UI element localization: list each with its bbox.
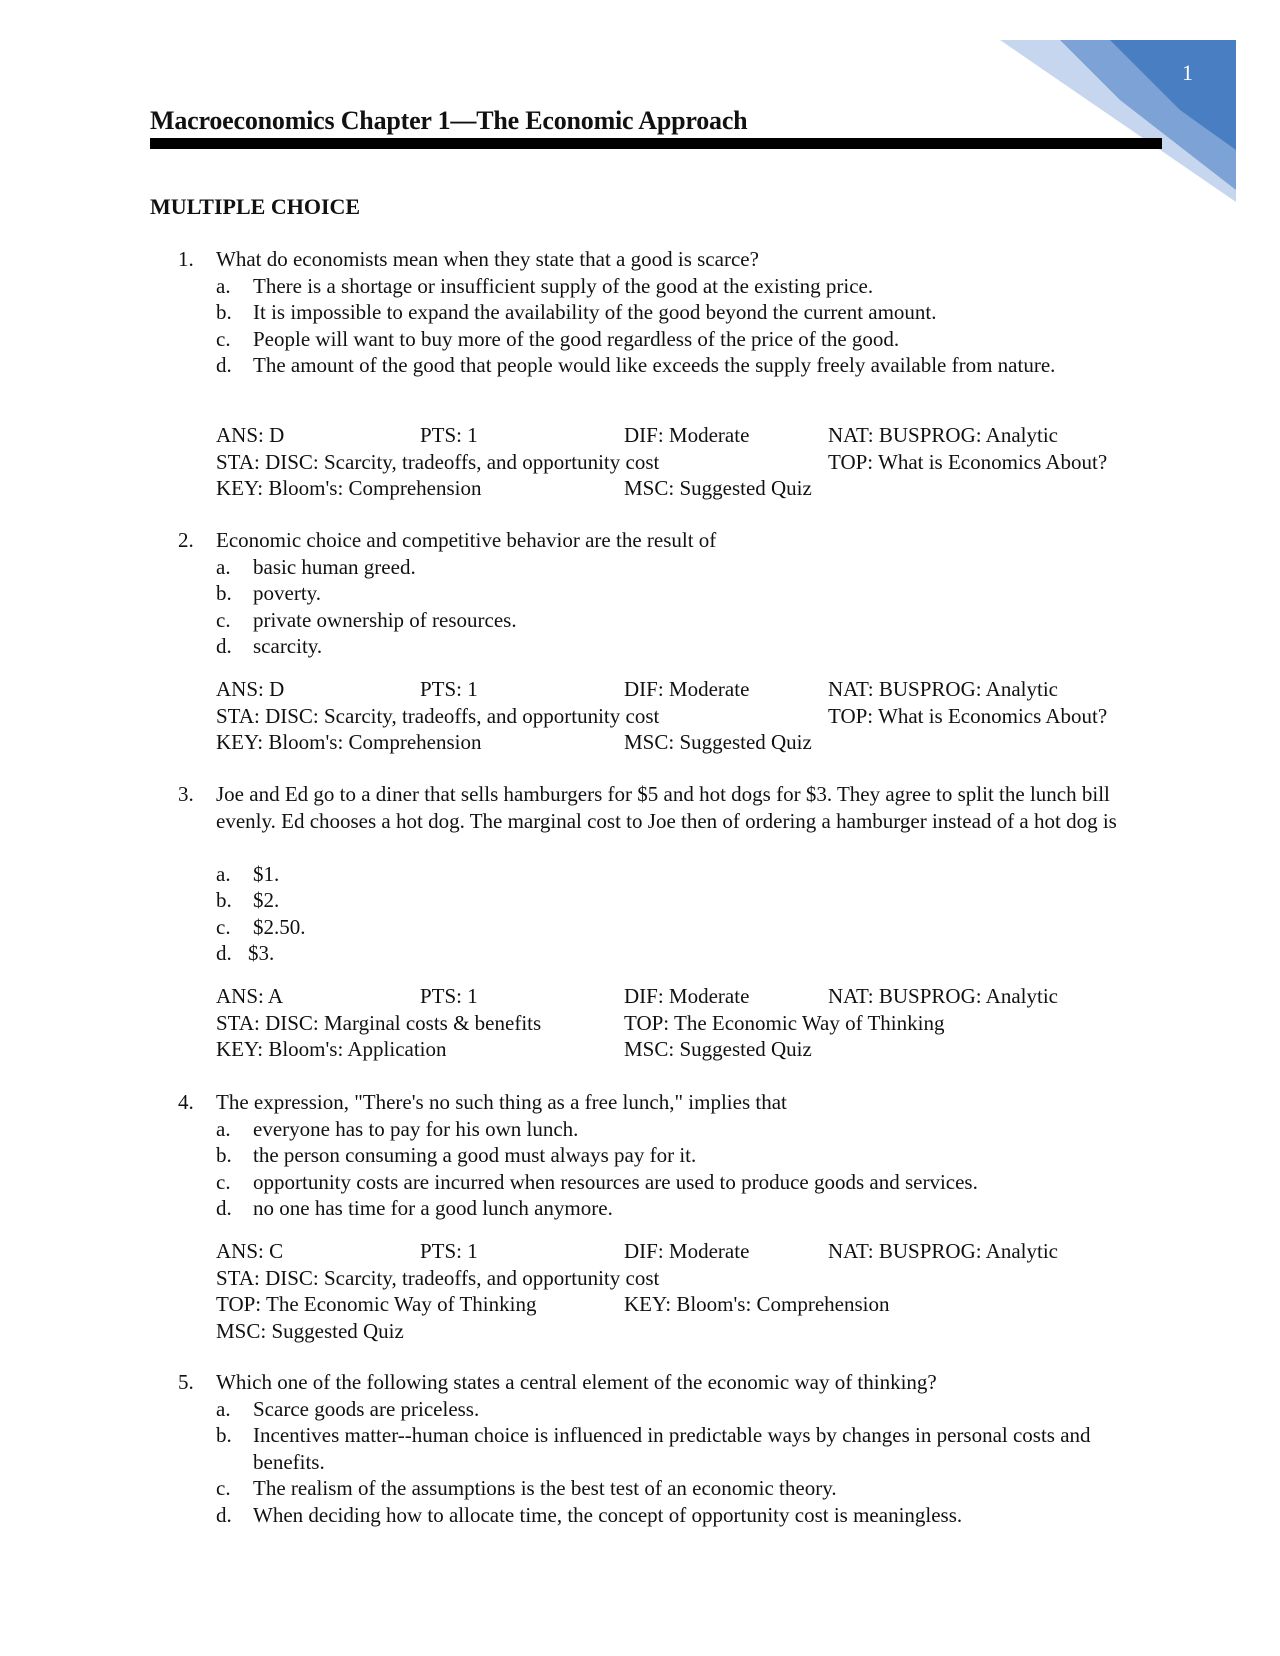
option-letter: d. [216,941,232,965]
option-text: There is a shortage or insufficient supply of the good at the existing price. [253,273,874,298]
meta-pts: PTS: 1 [420,677,478,701]
meta-key: KEY: Bloom's: Comprehension [216,730,482,754]
meta-ans: ANS: C [216,1239,284,1263]
answer-metadata [0,475,1280,502]
answer-metadata [0,676,1280,703]
meta-nat: NAT: BUSPROG: Analytic [828,984,1058,1008]
answer-metadata [0,729,1280,756]
option-text: poverty. [253,581,322,605]
option-text: opportunity costs are incurred when resources are used to produce goods and services. [253,1169,978,1194]
option-text: Incentives matter--human choice is influenced in predictable ways by changes in personal costs and benefits. [253,1423,1091,1474]
meta-dif: DIF: Moderate [624,984,750,1008]
meta-nat: NAT: BUSPROG: Analytic [828,677,1058,701]
answer-metadata [0,1010,1280,1037]
answer-metadata [0,422,1280,449]
meta-top: TOP: The Economic Way of Thinking [624,1010,945,1035]
answer-metadata [0,1291,1280,1318]
option-text: $2.50. [253,914,306,939]
option-letter: c. [216,326,231,351]
meta-dif: DIF: Moderate [624,677,750,701]
meta-pts: PTS: 1 [420,1239,478,1263]
option-letter: b. [216,1143,232,1167]
option-text: scarcity. [253,634,323,658]
meta-msc: MSC: Suggested Quiz [624,730,812,754]
meta-sta: STA: DISC: Marginal costs & benefits [216,1010,542,1035]
meta-top: TOP: The Economic Way of Thinking [216,1292,537,1316]
option-letter: b. [216,581,232,605]
question-number: 4. [178,1090,194,1114]
answer-metadata [0,1036,1280,1063]
meta-sta: STA: DISC: Scarcity, tradeoffs, and opportunity cost [216,449,660,474]
meta-key: KEY: Bloom's: Application [216,1037,447,1061]
meta-dif: DIF: Moderate [624,423,750,447]
answer-metadata [0,703,1280,730]
meta-msc: MSC: Suggested Quiz [624,1037,812,1061]
meta-dif: DIF: Moderate [624,1239,750,1263]
title-rule [150,138,1162,149]
option-text: no one has time for a good lunch anymore. [253,1196,613,1220]
option-letter: d. [216,634,232,658]
answer-metadata [0,1238,1280,1265]
option-text: everyone has to pay for his own lunch. [253,1116,579,1141]
question-stem: Which one of the following states a central element of the economic way of thinking? [216,1370,937,1394]
question-stem: What do economists mean when they state that a good is scarce? [216,247,759,271]
option-letter: d. [216,1502,232,1527]
option-letter: b. [216,888,232,912]
option-text: $3. [248,941,275,965]
option-text: When deciding how to allocate time, the concept of opportunity cost is meaningless. [253,1502,963,1527]
question-stem: Economic choice and competitive behavior are the result of [216,528,717,552]
option-text: basic human greed. [253,554,416,579]
question-number: 5. [178,1370,194,1394]
answer-metadata [0,449,1280,476]
option-letter: c. [216,607,231,632]
option-letter: a. [216,554,231,579]
meta-ans: ANS: D [216,423,285,447]
option-text: The realism of the assumptions is the best test of an economic theory. [253,1476,837,1500]
option-letter: d. [216,353,232,377]
question-stem: Joe and Ed go to a diner that sells hamburgers for $5 and hot dogs for $3. They agree to split the lunch bill evenly. Ed chooses a hot dog. The marginal cost to Joe then of ordering a hamburger instead of a hot dog is [216,782,1117,833]
option-text: People will want to buy more of the good regardless of the price of the good. [253,326,900,351]
option-letter: a. [216,273,231,298]
option-text: It is impossible to expand the availability of the good beyond the current amount. [253,300,937,324]
option-text: the person consuming a good must always pay for it. [253,1143,697,1167]
meta-sta: STA: DISC: Scarcity, tradeoffs, and opportunity cost [216,703,660,728]
option-text: Scarce goods are priceless. [253,1396,480,1421]
answer-metadata [0,1265,1280,1292]
meta-msc: MSC: Suggested Quiz [624,476,812,500]
meta-top: TOP: What is Economics About? [828,703,1108,728]
meta-key: KEY: Bloom's: Comprehension [624,1292,890,1316]
option-letter: d. [216,1196,232,1220]
option-letter: b. [216,300,232,324]
meta-pts: PTS: 1 [420,423,478,447]
option-letter: a. [216,1396,231,1421]
meta-key: KEY: Bloom's: Comprehension [216,476,482,500]
document-title: Macroeconomics Chapter 1—The Economic Approach [150,106,748,135]
meta-sta: STA: DISC: Scarcity, tradeoffs, and opportunity cost [216,1265,660,1290]
question-number: 2. [178,528,194,552]
option-letter: a. [216,1116,231,1141]
option-text: $2. [253,888,280,912]
question-number: 1. [178,247,194,271]
option-letter: c. [216,1169,231,1194]
option-letter: c. [216,914,231,939]
option-text: The amount of the good that people would like exceeds the supply freely available from nature. [253,353,1056,377]
corner-ornament [1000,40,1236,202]
option-letter: b. [216,1423,232,1447]
option-text: private ownership of resources. [253,607,517,632]
meta-nat: NAT: BUSPROG: Analytic [828,423,1058,447]
meta-nat: NAT: BUSPROG: Analytic [828,1239,1058,1263]
meta-ans: ANS: A [216,984,284,1008]
page-number: 1 [1182,60,1193,85]
meta-pts: PTS: 1 [420,984,478,1008]
option-letter: c. [216,1476,231,1500]
answer-metadata [0,983,1280,1010]
option-letter: a. [216,861,231,886]
meta-ans: ANS: D [216,677,285,701]
meta-top: TOP: What is Economics About? [828,449,1108,474]
meta-msc: MSC: Suggested Quiz [216,1318,404,1343]
section-heading: MULTIPLE CHOICE [150,194,361,219]
option-text: $1. [253,861,280,886]
answer-metadata [0,1318,1280,1345]
question-stem: The expression, "There's no such thing as a free lunch," implies that [216,1090,787,1114]
question-number: 3. [178,782,194,806]
